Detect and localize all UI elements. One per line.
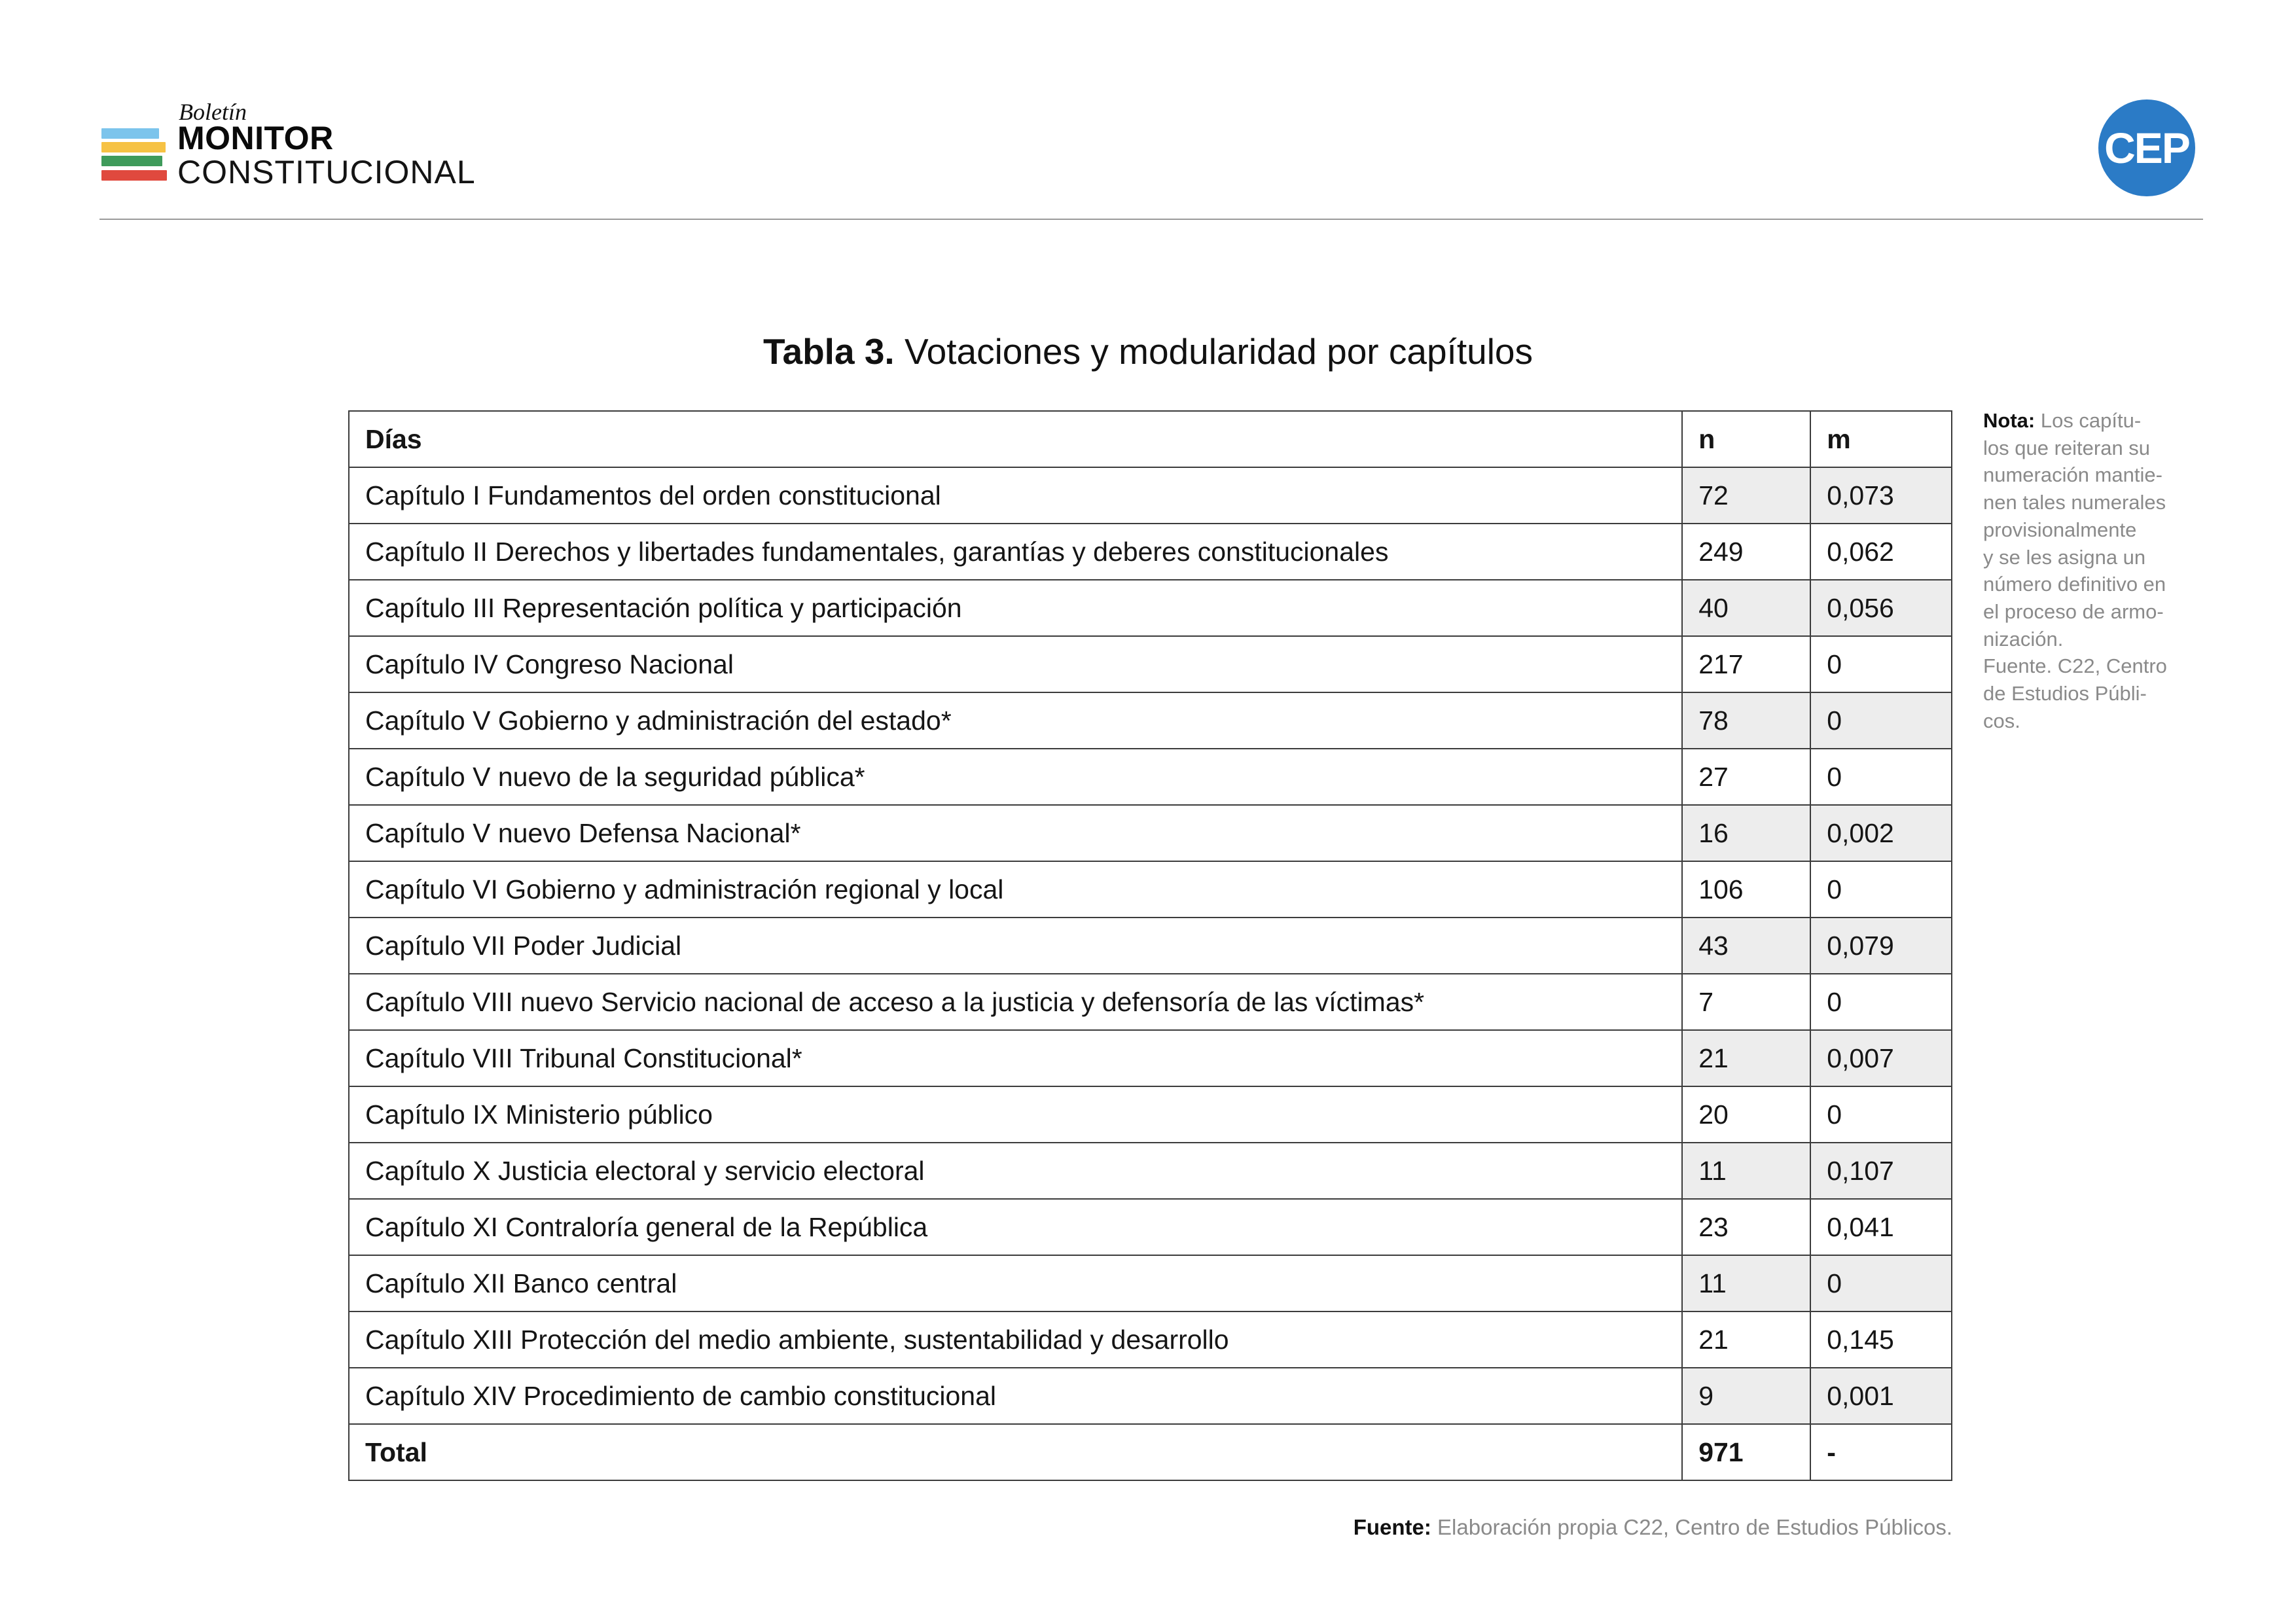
table-row xyxy=(349,974,1952,1030)
cep-logo: CEP xyxy=(2098,99,2195,196)
note-line: Los capítu- xyxy=(2035,409,2142,432)
m-cell: 0 xyxy=(1810,1086,1952,1143)
logo-bar-blue xyxy=(101,128,159,139)
chapter-cell: Capítulo I Fundamentos del orden constitucional xyxy=(349,467,1682,524)
m-cell: 0,041 xyxy=(1810,1199,1952,1255)
source-label: Fuente: xyxy=(1353,1515,1431,1539)
table-row xyxy=(349,467,1952,524)
chapter-cell: Capítulo XIV Procedimiento de cambio constitucional xyxy=(349,1368,1682,1424)
note-line: Fuente. C22, Centro xyxy=(1983,654,2167,678)
chapter-cell: Capítulo XII Banco central xyxy=(349,1255,1682,1311)
header-divider xyxy=(99,219,2203,220)
table-title-text: Votaciones y modularidad por capítulos xyxy=(894,331,1534,372)
chapter-cell: Capítulo XIII Protección del medio ambiente, sustentabilidad y desarrollo xyxy=(349,1311,1682,1368)
table-row xyxy=(349,1030,1952,1086)
n-cell: 7 xyxy=(1682,974,1810,1030)
header-m: m xyxy=(1810,411,1952,467)
table-row xyxy=(349,580,1952,636)
m-cell: 0 xyxy=(1810,749,1952,805)
n-cell: 21 xyxy=(1682,1311,1810,1368)
m-cell: 0 xyxy=(1810,692,1952,749)
n-cell: 249 xyxy=(1682,524,1810,580)
table-row xyxy=(349,805,1952,861)
side-note xyxy=(1983,407,2212,734)
table-row xyxy=(349,524,1952,580)
logo-bar-red xyxy=(101,170,167,181)
note-line: el proceso de armo- xyxy=(1983,599,2164,623)
table-header-row xyxy=(349,411,1952,467)
n-cell: 20 xyxy=(1682,1086,1810,1143)
m-cell: 0 xyxy=(1810,1255,1952,1311)
chapter-cell: Capítulo IV Congreso Nacional xyxy=(349,636,1682,692)
n-cell: 27 xyxy=(1682,749,1810,805)
monitor-constitucional-logo xyxy=(101,98,507,190)
header-chapter: Días xyxy=(349,411,1682,467)
m-cell: 0,056 xyxy=(1810,580,1952,636)
chapter-cell: Capítulo V nuevo de la seguridad pública* xyxy=(349,749,1682,805)
source-line xyxy=(1354,1515,1952,1540)
table-row xyxy=(349,749,1952,805)
note-line: provisionalmente xyxy=(1983,518,2137,541)
logo-boletin-text: Boletín xyxy=(179,99,247,125)
table-title-number: Tabla 3. xyxy=(762,331,895,372)
m-cell: 0,062 xyxy=(1810,524,1952,580)
chapter-cell: Capítulo VIII nuevo Servicio nacional de acceso a la justicia y defensoría de las víctimas* xyxy=(349,974,1682,1030)
n-cell: 72 xyxy=(1682,467,1810,524)
table-total-row xyxy=(349,1424,1952,1480)
chapter-cell: Capítulo X Justicia electoral y servicio electoral xyxy=(349,1143,1682,1199)
chapter-cell: Capítulo VI Gobierno y administración regional y local xyxy=(349,861,1682,918)
note-line: numeración mantie- xyxy=(1983,463,2162,487)
note-line: cos. xyxy=(1983,709,2020,732)
table-row xyxy=(349,1143,1952,1199)
note-line: los que reiteran su xyxy=(1983,436,2151,459)
table-row xyxy=(349,1255,1952,1311)
m-cell: 0 xyxy=(1810,636,1952,692)
m-cell: 0 xyxy=(1810,974,1952,1030)
m-cell: 0,145 xyxy=(1810,1311,1952,1368)
logo-constitucional-text: CONSTITUCIONAL xyxy=(177,154,476,190)
votes-modularity-table xyxy=(348,410,1952,1481)
table-row xyxy=(349,861,1952,918)
total-n: 971 xyxy=(1682,1424,1810,1480)
chapter-cell: Capítulo IX Ministerio público xyxy=(349,1086,1682,1143)
note-label: Nota: xyxy=(1983,409,2036,432)
chapter-cell: Capítulo VIII Tribunal Constitucional* xyxy=(349,1030,1682,1086)
n-cell: 16 xyxy=(1682,805,1810,861)
m-cell: 0,002 xyxy=(1810,805,1952,861)
note-line: nen tales numerales xyxy=(1983,491,2166,514)
note-line: de Estudios Públi- xyxy=(1983,682,2147,705)
table-row xyxy=(349,1199,1952,1255)
table-row xyxy=(349,692,1952,749)
table-row xyxy=(349,1311,1952,1368)
n-cell: 11 xyxy=(1682,1143,1810,1199)
note-line: nización. xyxy=(1983,627,2064,651)
n-cell: 40 xyxy=(1682,580,1810,636)
logo-bar-yellow xyxy=(101,142,166,152)
header-n: n xyxy=(1682,411,1810,467)
n-cell: 43 xyxy=(1682,918,1810,974)
logo-monitor-text: MONITOR xyxy=(177,120,334,156)
n-cell: 217 xyxy=(1682,636,1810,692)
table-row xyxy=(349,1368,1952,1424)
table-row xyxy=(349,1086,1952,1143)
n-cell: 106 xyxy=(1682,861,1810,918)
total-m: - xyxy=(1810,1424,1952,1480)
m-cell: 0,107 xyxy=(1810,1143,1952,1199)
m-cell: 0,079 xyxy=(1810,918,1952,974)
m-cell: 0 xyxy=(1810,861,1952,918)
chapter-cell: Capítulo II Derechos y libertades fundamentales, garantías y deberes constitucionales xyxy=(349,524,1682,580)
logo-bar-green xyxy=(101,156,162,166)
n-cell: 21 xyxy=(1682,1030,1810,1086)
m-cell: 0,007 xyxy=(1810,1030,1952,1086)
chapter-cell: Capítulo V nuevo Defensa Nacional* xyxy=(349,805,1682,861)
n-cell: 9 xyxy=(1682,1368,1810,1424)
n-cell: 23 xyxy=(1682,1199,1810,1255)
m-cell: 0,073 xyxy=(1810,467,1952,524)
chapter-cell: Capítulo III Representación política y participación xyxy=(349,580,1682,636)
table-row xyxy=(349,636,1952,692)
chapter-cell: Capítulo V Gobierno y administración del estado* xyxy=(349,692,1682,749)
total-label: Total xyxy=(349,1424,1682,1480)
n-cell: 78 xyxy=(1682,692,1810,749)
table-row xyxy=(349,918,1952,974)
chapter-cell: Capítulo VII Poder Judicial xyxy=(349,918,1682,974)
m-cell: 0,001 xyxy=(1810,1368,1952,1424)
table-title xyxy=(0,330,2296,372)
note-line: y se les asigna un xyxy=(1983,545,2146,569)
source-text: Elaboración propia C22, Centro de Estudios Públicos. xyxy=(1431,1515,1952,1539)
note-line: número definitivo en xyxy=(1983,573,2166,596)
n-cell: 11 xyxy=(1682,1255,1810,1311)
chapter-cell: Capítulo XI Contraloría general de la República xyxy=(349,1199,1682,1255)
